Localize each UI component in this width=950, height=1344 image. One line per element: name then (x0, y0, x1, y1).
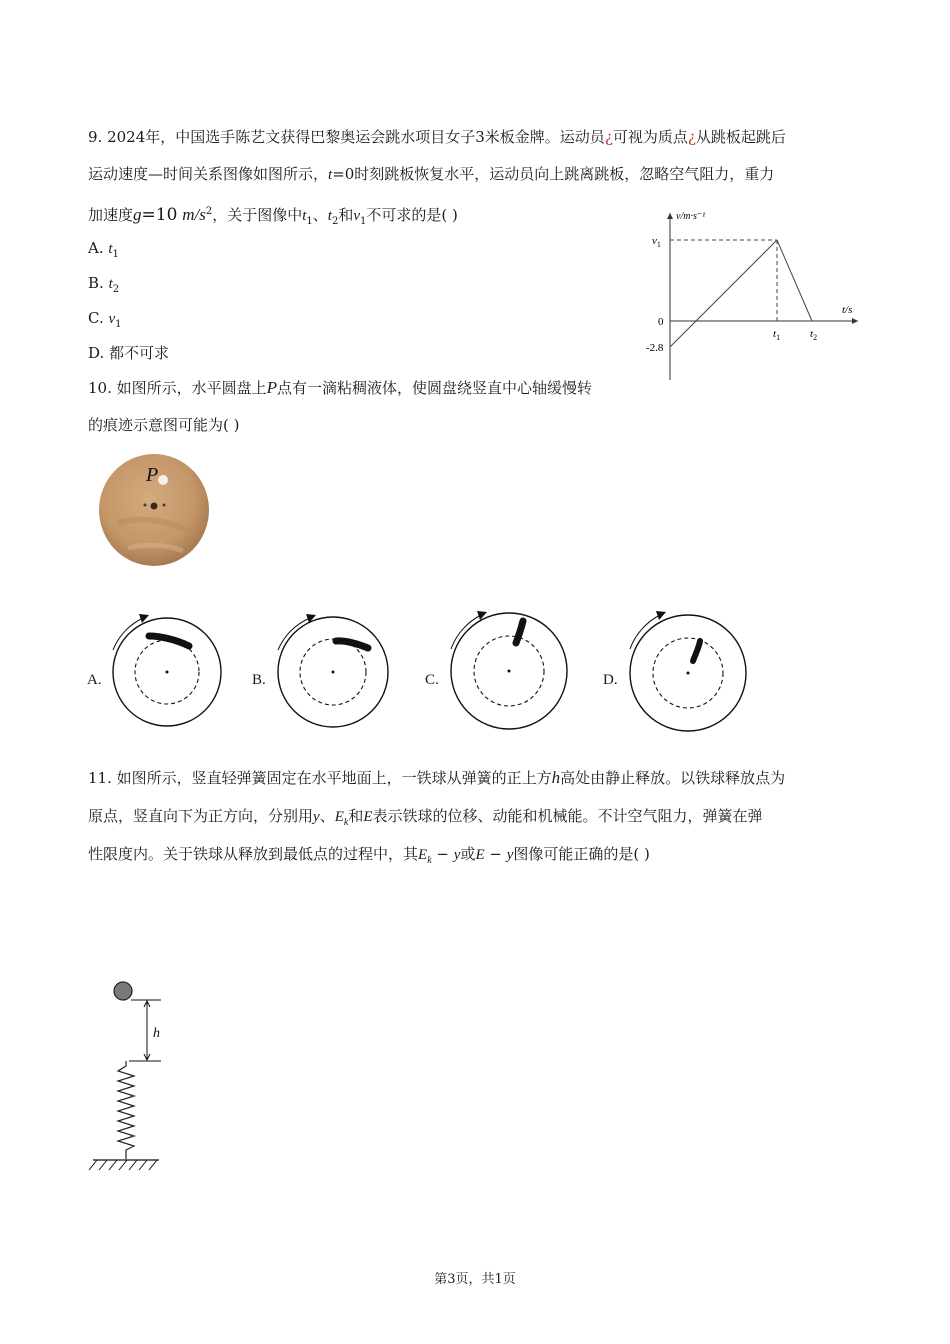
q10-line-2: 的痕迹示意图可能为( ) (88, 416, 240, 434)
q9-line-3: 加速度g=10 $m/s^2$，关于图像中$t_1$、$t_2$和$v_1$不可求的是( ) (88, 205, 458, 227)
q10-option-b-figure[interactable] (270, 610, 400, 735)
trace-b (336, 641, 368, 648)
iron-ball (114, 982, 132, 1000)
q11-line-1: 11. 如图所示，竖直轻弹簧固定在水平地面上，一铁球从弹簧的正上方h高处由静止释放。以铁球释放点为 (88, 768, 786, 787)
q10-option-c-label[interactable]: C. (425, 672, 439, 688)
graph-rise-line (670, 240, 777, 347)
graph-neg-label: -2.8 (646, 342, 664, 354)
q10-option-d-figure[interactable] (622, 605, 752, 735)
trace-a (149, 636, 189, 646)
q11-line-2: 原点，竖直向下为正方向，分别用y、$E_k$和E表示铁球的位移、动能和机械能。不计空气阻力，弹簧在弹 (88, 807, 763, 828)
h-label: h (153, 1026, 160, 1041)
q9-option-d[interactable]: D. 都不可求 (88, 344, 170, 362)
photo-p-label: P (146, 464, 159, 486)
q11-spring-figure (85, 975, 175, 1175)
graph-v1-label: $v_1$ (652, 235, 661, 249)
graph-zero-label: 0 (658, 316, 664, 328)
q10-option-d-label[interactable]: D. (603, 672, 618, 688)
q11-line-3: 性限度内。关于铁球从释放到最低点的过程中，其$E_k - y$或E − y图像可能正确的是( ) (88, 845, 650, 866)
q10-option-c-figure[interactable] (443, 605, 573, 735)
page-footer: 第3页，共1页 (434, 1272, 516, 1287)
q10-option-b-label[interactable]: B. (252, 672, 266, 688)
graph-t2-label: $t_2$ (810, 328, 818, 342)
graph-t1-label: $t_1$ (773, 328, 781, 342)
q10-option-a-label[interactable]: A. (87, 672, 102, 688)
liquid-drop (158, 475, 168, 485)
q9-option-c[interactable]: C. $v_1$ (88, 309, 122, 330)
graph-x-label: t/s (842, 304, 853, 316)
trace-d (693, 641, 700, 661)
q9-line-2: 运动速度—时间关系图像如图所示，t=0时刻跳板恢复水平，运动员向上跳离跳板，忽略空气阻力，重力 (88, 165, 775, 183)
spring (118, 1061, 134, 1159)
graph-fall-line (777, 240, 812, 321)
trace-c (516, 621, 523, 643)
disc-center (151, 503, 158, 510)
q9-line-1: 9. 2024年，中国选手陈艺文获得巴黎奥运会跳水项目女子3米板金牌。运动员¿可视为质点¿从跳板起跳后 (88, 128, 786, 146)
q9-option-b[interactable]: B. $t_2$ (88, 274, 120, 295)
q10-disc-photo (98, 453, 210, 567)
q10-line-1: 10. 如图所示，水平圆盘上P点有一滴粘稠液体，使圆盘绕竖直中心轴缓慢转 (88, 378, 593, 397)
q10-option-a-figure[interactable] (105, 610, 235, 735)
q9-vt-graph (630, 205, 870, 390)
graph-y-label: v/m·s⁻¹ (676, 211, 706, 222)
q9-option-a[interactable]: A. $t_1$ (88, 239, 119, 260)
